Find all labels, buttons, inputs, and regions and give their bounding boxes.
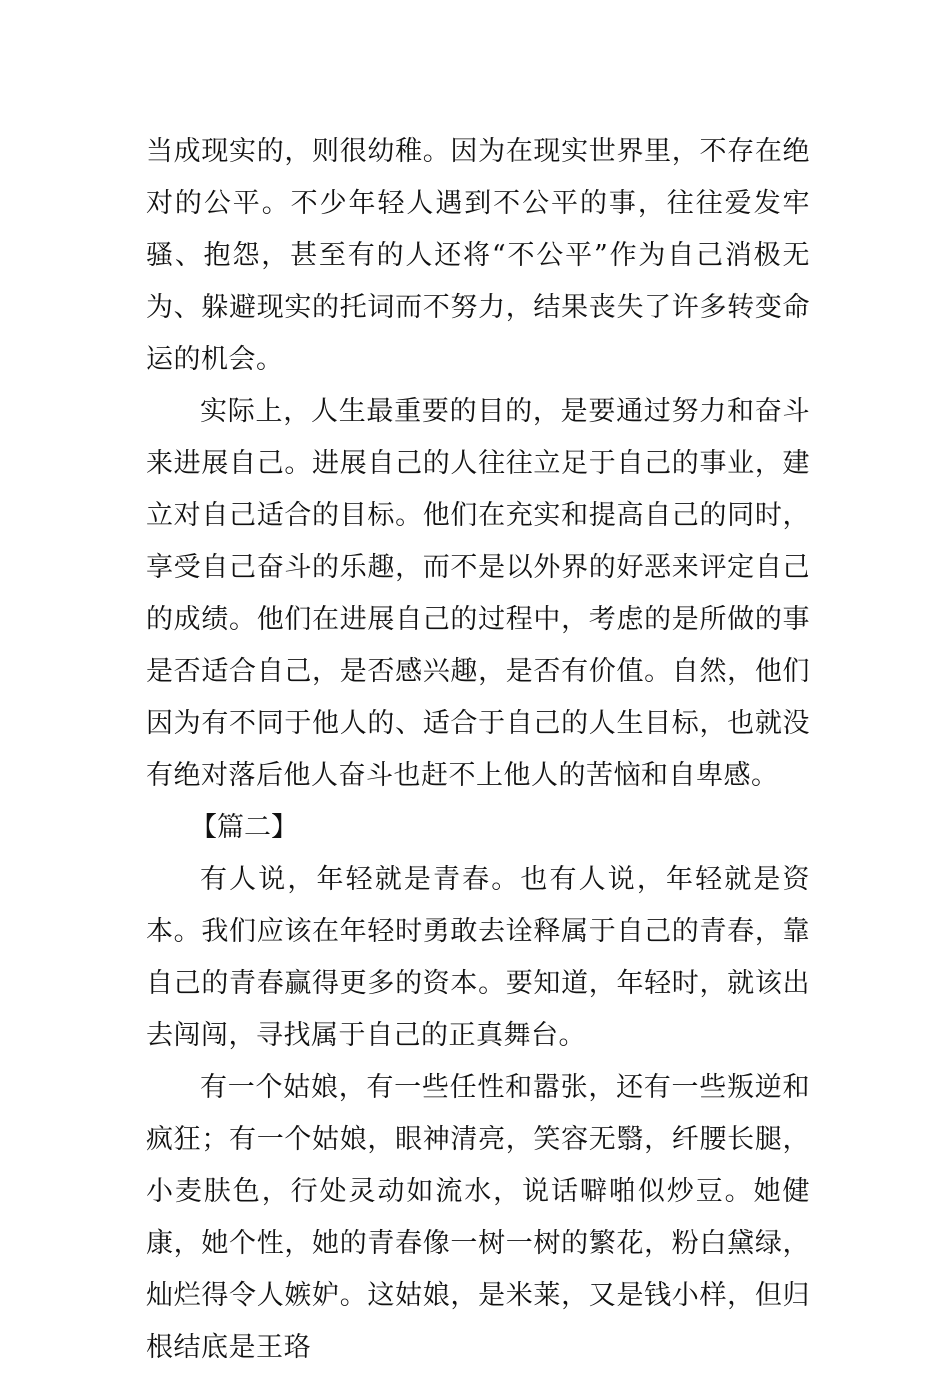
paragraph-self-development: 实际上，人生最重要的目的，是要通过努力和奋斗来进展自己。进展自己的人往往立足于自己的事业，建立对自己适合的目标。他们在充实和提高自己的同时，享受自己奋斗的乐趣，而不是以外界的好恶来评定自己的成绩。他们在进展自己的过程中，考虑的是所做的事是否适合自己，是否感兴趣，是否有价值。自然，他们因为有不同于他人的、适合于自己的人生目标，也就没有绝对落后他人奋斗也赶不上他人的苦恼和自卑感。 xyxy=(146,396,810,791)
paragraph-continuation: 当成现实的，则很幼稚。因为在现实世界里，不存在绝对的公平。不少年轻人遇到不公平的事，往往爱发牢骚、抱怨，甚至有的人还将“不公平”作为自己消极无为、躲避现实的托词而不努力，结果丧失了许多转变命运的机会。 xyxy=(146,136,810,375)
section-heading: 【篇二】 xyxy=(190,812,298,843)
document-body xyxy=(146,126,810,1374)
paragraph-girl-description: 有一个姑娘，有一些任性和嚣张，还有一些叛逆和疯狂；有一个姑娘，眼神清亮，笑容无翳，纤腰长腿，小麦肤色，行处灵动如流水，说话噼啪似炒豆。她健康，她个性，她的青春像一树一树的繁花，粉白黛绿，灿烂得令人嫉妒。这姑娘，是米莱，又是钱小样，但归根结底是王珞 xyxy=(146,1072,810,1363)
paragraph-youth-capital: 有人说，年轻就是青春。也有人说，年轻就是资本。我们应该在年轻时勇敢去诠释属于自己的青春，靠自己的青春赢得更多的资本。要知道，年轻时，就该出去闯闯，寻找属于自己的正真舞台。 xyxy=(146,864,810,1051)
